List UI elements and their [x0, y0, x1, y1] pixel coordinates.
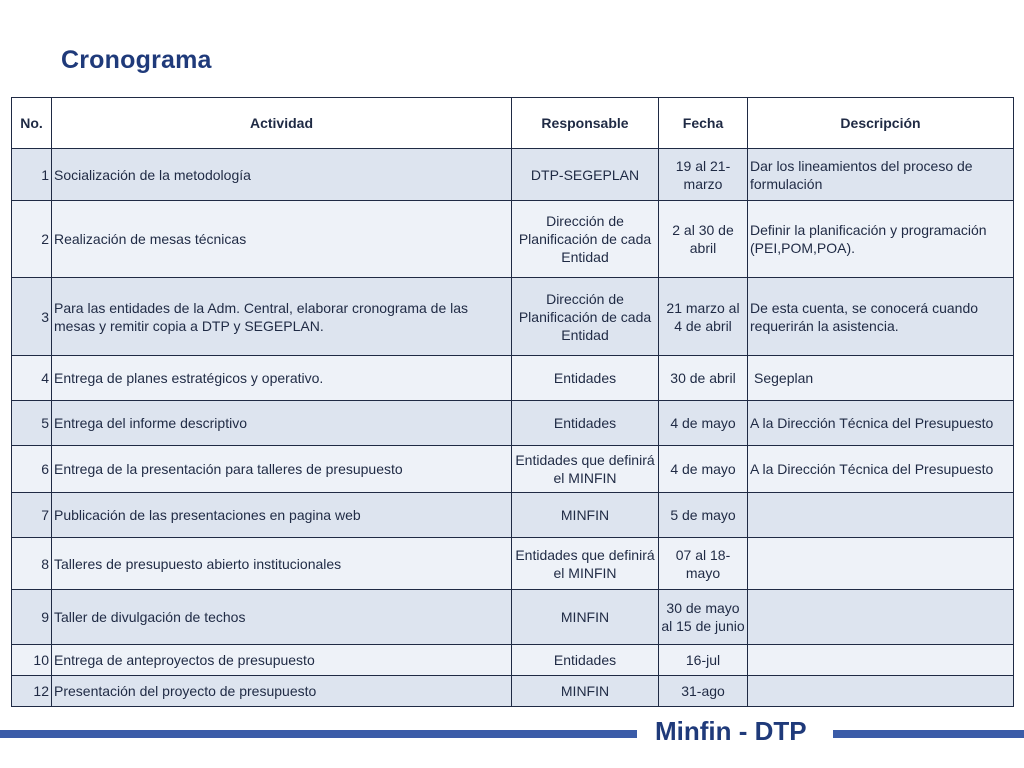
footer-bar-right — [833, 730, 1024, 738]
cell-responsable: Entidades que definirá el MINFIN — [512, 446, 659, 493]
cell-no: 4 — [12, 356, 52, 401]
cell-fecha: 4 de mayo — [659, 446, 748, 493]
footer-bar-left — [0, 730, 637, 738]
cell-descripcion — [748, 538, 1014, 590]
table-row — [12, 590, 1014, 645]
cell-actividad: Taller de divulgación de techos — [52, 590, 512, 645]
cell-fecha: 19 al 21-marzo — [659, 149, 748, 201]
cell-descripcion — [748, 493, 1014, 538]
cell-actividad: Realización de mesas técnicas — [52, 201, 512, 278]
table-row — [12, 401, 1014, 446]
cell-descripcion — [748, 590, 1014, 645]
cell-descripcion: Definir la planificación y programación (PEI,POM,POA). — [748, 201, 1014, 278]
page-title: Cronograma — [61, 46, 212, 74]
cell-actividad: Presentación del proyecto de presupuesto — [52, 676, 512, 707]
cell-responsable: DTP-SEGEPLAN — [512, 149, 659, 201]
cell-fecha: 4 de mayo — [659, 401, 748, 446]
cell-fecha: 2 al 30 de abril — [659, 201, 748, 278]
cell-descripcion — [748, 676, 1014, 707]
cell-no: 9 — [12, 590, 52, 645]
table-row — [12, 446, 1014, 493]
table-row — [12, 201, 1014, 278]
table-row — [12, 356, 1014, 401]
cell-no: 2 — [12, 201, 52, 278]
cell-actividad: Entrega del informe descriptivo — [52, 401, 512, 446]
cell-fecha: 16-jul — [659, 645, 748, 676]
header-descripcion: Descripción — [748, 98, 1014, 149]
cell-no: 8 — [12, 538, 52, 590]
cell-actividad: Socialización de la metodología — [52, 149, 512, 201]
cell-responsable: Dirección de Planificación de cada Entidad — [512, 201, 659, 278]
cell-responsable: MINFIN — [512, 676, 659, 707]
cell-no: 7 — [12, 493, 52, 538]
cell-responsable: MINFIN — [512, 493, 659, 538]
header-fecha: Fecha — [659, 98, 748, 149]
cell-actividad: Para las entidades de la Adm. Central, elaborar cronograma de las mesas y remitir copia a DTP y SEGEPLAN. — [52, 278, 512, 356]
table-row — [12, 149, 1014, 201]
cell-actividad: Entrega de anteproyectos de presupuesto — [52, 645, 512, 676]
cell-actividad: Publicación de las presentaciones en pagina web — [52, 493, 512, 538]
schedule-table — [11, 97, 1014, 707]
cell-no: 6 — [12, 446, 52, 493]
table-row — [12, 645, 1014, 676]
cell-responsable: Entidades — [512, 645, 659, 676]
cell-descripcion: A la Dirección Técnica del Presupuesto — [748, 446, 1014, 493]
cell-fecha: 21 marzo al 4 de abril — [659, 278, 748, 356]
cell-descripcion: Dar los lineamientos del proceso de formulación — [748, 149, 1014, 201]
cell-no: 5 — [12, 401, 52, 446]
cell-no: 10 — [12, 645, 52, 676]
cell-descripcion: A la Dirección Técnica del Presupuesto — [748, 401, 1014, 446]
cell-fecha: 31-ago — [659, 676, 748, 707]
cell-fecha: 30 de abril — [659, 356, 748, 401]
cell-no: 12 — [12, 676, 52, 707]
cell-fecha: 5 de mayo — [659, 493, 748, 538]
cell-responsable: Entidades — [512, 356, 659, 401]
cell-responsable: Entidades que definirá el MINFIN — [512, 538, 659, 590]
cell-actividad: Entrega de la presentación para talleres de presupuesto — [52, 446, 512, 493]
cell-fecha: 30 de mayo al 15 de junio — [659, 590, 748, 645]
cell-descripcion: De esta cuenta, se conocerá cuando requerirán la asistencia. — [748, 278, 1014, 356]
table-row — [12, 676, 1014, 707]
cell-no: 3 — [12, 278, 52, 356]
cell-responsable: Dirección de Planificación de cada Entidad — [512, 278, 659, 356]
table-row — [12, 278, 1014, 356]
cell-descripcion: Segeplan — [748, 356, 1014, 401]
header-actividad: Actividad — [52, 98, 512, 149]
cell-descripcion — [748, 645, 1014, 676]
cell-actividad: Entrega de planes estratégicos y operativo. — [52, 356, 512, 401]
cell-fecha: 07 al 18-mayo — [659, 538, 748, 590]
table-row — [12, 493, 1014, 538]
cell-actividad: Talleres de presupuesto abierto institucionales — [52, 538, 512, 590]
table-header-row — [12, 98, 1014, 149]
footer-brand: Minfin - DTP — [655, 716, 807, 746]
cell-responsable: MINFIN — [512, 590, 659, 645]
header-responsable: Responsable — [512, 98, 659, 149]
header-no: No. — [12, 98, 52, 149]
cell-no: 1 — [12, 149, 52, 201]
cell-responsable: Entidades — [512, 401, 659, 446]
table-row — [12, 538, 1014, 590]
